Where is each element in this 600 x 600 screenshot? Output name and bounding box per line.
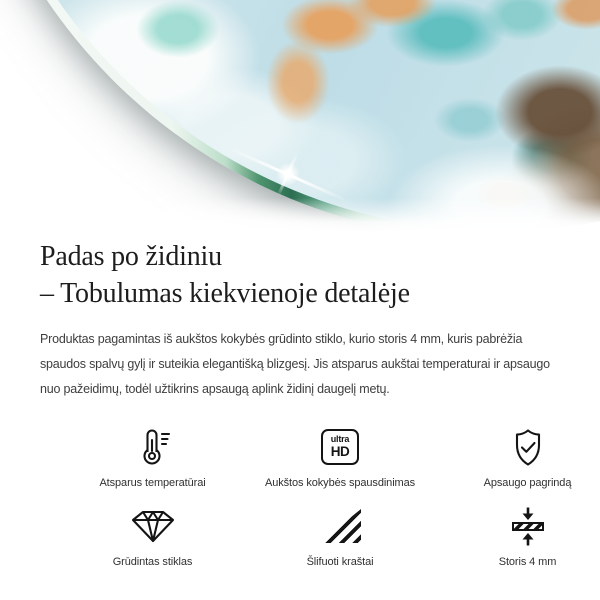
photo-bottom-fade [0, 198, 600, 232]
feature-label: Atsparus temperatūrai [99, 477, 206, 489]
feature-polished-edges [235, 503, 445, 568]
page-title [40, 238, 560, 312]
product-photo [0, 0, 600, 232]
ultra-hd-icon [321, 424, 359, 470]
feature-label: Apsaugo pagrindą [483, 477, 572, 489]
thickness-icon [508, 503, 548, 549]
feature-label: Šlifuoti kraštai [306, 556, 374, 568]
uhd-badge-bottom: HD [330, 444, 350, 460]
thermometer-icon [133, 424, 173, 470]
shield-check-icon [508, 424, 548, 470]
feature-label: Grūdintas stiklas [112, 556, 193, 568]
feature-tempered-glass [70, 503, 235, 568]
feature-ultra-hd-print [235, 424, 445, 489]
feature-protects-base [445, 424, 600, 489]
uhd-badge-top: ultra [330, 434, 350, 445]
product-description-section [0, 238, 600, 568]
feature-thickness [445, 503, 600, 568]
features-grid [40, 424, 572, 568]
polished-edges-icon [319, 503, 361, 549]
title-line-1: Padas po židiniu [40, 241, 222, 272]
diamond-icon [131, 503, 175, 549]
title-line-2: – Tobulumas kiekvienoje detalėje [40, 278, 410, 309]
feature-label: Aukštos kokybės spausdinimas [264, 477, 416, 489]
feature-label: Storis 4 mm [498, 556, 557, 568]
product-description: Produktas pagamintas iš aukštos kokybės grūdinto stiklo, kurio storis 4 mm, kuris pabrėžia spaudos spalvų gylį ir suteikia elegantišką blizgesį. Jis atsparus aukštai temperaturai ir apsaugo nuo pažeidimų, todėl užtikrins apsaugą aplink židinį daugelį metų. [40, 332, 550, 396]
feature-heat-resistant [70, 424, 235, 489]
